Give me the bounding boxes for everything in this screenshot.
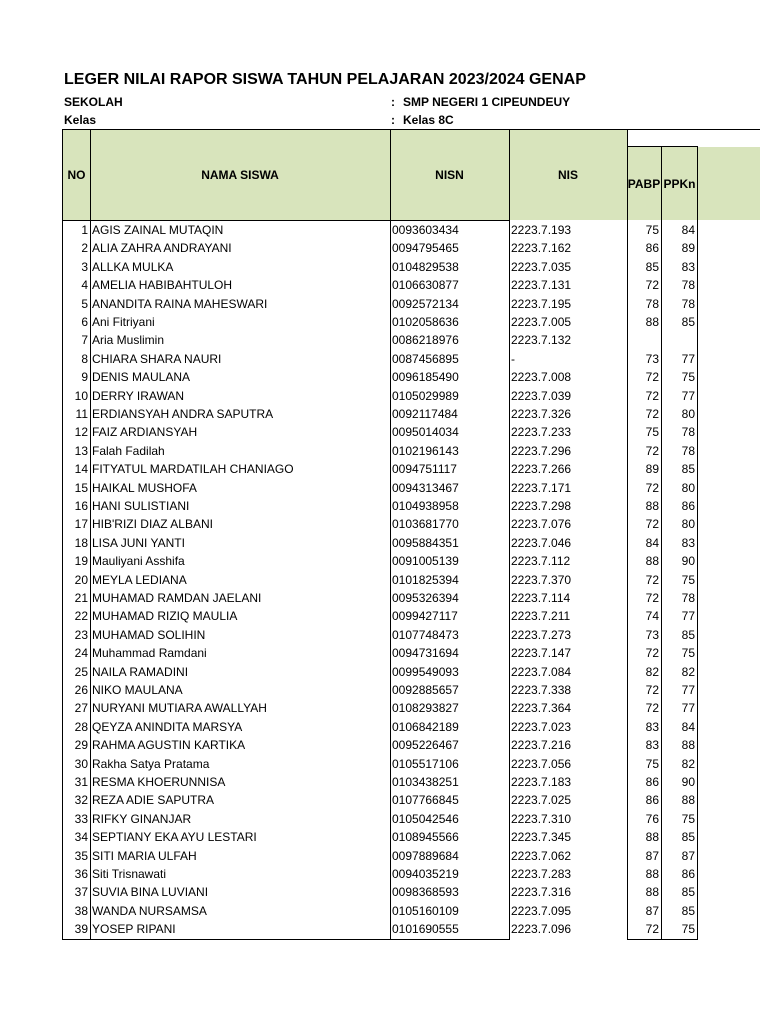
cell-nisn: 0091005139 [392, 554, 459, 569]
cell-nisn: 0108945566 [392, 830, 459, 845]
cell-ppkn: 78 [681, 591, 695, 605]
cell-pabp: 76 [645, 811, 659, 826]
cell-nis: 2223.7.338 [511, 683, 572, 697]
grid-line [390, 129, 391, 940]
cell-nisn: 0105517106 [392, 756, 459, 771]
cell-no: 6 [81, 315, 88, 329]
cell-no: 3 [81, 259, 88, 274]
cell-ppkn: 80 [681, 407, 695, 421]
cell-nama: Falah Fadilah [92, 443, 165, 458]
cell-nisn: 0086218976 [392, 333, 459, 348]
cell-nisn: 0092117484 [392, 407, 458, 421]
cell-nis: 2223.7.035 [511, 259, 572, 274]
cell-pabp: 72 [645, 480, 659, 495]
cell-no: 39 [74, 922, 88, 937]
cell-ppkn: 77 [681, 351, 695, 366]
cell-nama: DENIS MAULANA [92, 370, 191, 385]
cell-ppkn: 83 [681, 535, 695, 550]
cell-ppkn: 75 [681, 811, 695, 826]
cell-no: 15 [74, 480, 88, 495]
cell-no: 18 [74, 535, 88, 550]
cell-no: 22 [74, 609, 88, 624]
cell-nisn: 0099427117 [392, 609, 458, 624]
cell-ppkn: 85 [681, 315, 695, 329]
cell-no: 4 [81, 278, 88, 293]
cell-nis: 2223.7.171 [511, 480, 572, 495]
cell-no: 11 [75, 407, 88, 421]
cell-ppkn: 82 [681, 756, 695, 771]
cell-ppkn: 83 [681, 259, 695, 274]
cell-no: 8 [81, 351, 88, 366]
cell-no: 16 [74, 499, 88, 513]
cell-nisn: 0105029989 [392, 388, 459, 403]
cell-nisn: 0097889684 [392, 848, 459, 863]
cell-nisn: 0102058636 [392, 315, 459, 329]
cell-nama: DERRY IRAWAN [92, 388, 185, 403]
cell-no: 36 [74, 867, 88, 881]
cell-no: 1 [81, 223, 88, 237]
cell-nama: WANDA NURSAMSA [92, 903, 207, 918]
cell-no: 27 [74, 701, 88, 716]
document-title: LEGER NILAI RAPOR SISWA TAHUN PELAJARAN 2023/2024 GENAP [64, 71, 586, 88]
cell-nis: 2223.7.195 [511, 296, 572, 311]
cell-nisn: 0095226467 [392, 738, 459, 753]
cell-nis: 2223.7.062 [511, 848, 572, 863]
cell-nama: HAIKAL MUSHOFA [92, 480, 197, 495]
grid-line [627, 939, 698, 940]
cell-ppkn: 75 [681, 572, 695, 587]
cell-ppkn: 89 [681, 241, 695, 256]
cell-pabp: 87 [645, 903, 659, 918]
cell-pabp: 72 [645, 407, 659, 421]
cell-no: 38 [74, 903, 88, 918]
cell-nisn: 0105160109 [392, 903, 459, 918]
cell-pabp: 73 [645, 627, 659, 642]
cell-pabp: 88 [645, 499, 659, 513]
cell-nama: HANI SULISTIANI [92, 499, 190, 513]
cell-pabp: 86 [645, 775, 659, 789]
cell-ppkn: 85 [681, 462, 695, 477]
cell-nis: 2223.7.039 [511, 388, 572, 403]
cell-pabp: 88 [645, 830, 659, 845]
cell-no: 14 [74, 462, 88, 477]
cell-nisn: 0102196143 [392, 443, 459, 458]
cell-ppkn: 75 [681, 922, 695, 937]
cell-no: 33 [74, 811, 88, 826]
cell-nisn: 0087456895 [392, 351, 459, 366]
cell-no: 7 [81, 333, 88, 348]
cell-nisn: 0105042546 [392, 811, 459, 826]
cell-pabp: 73 [645, 351, 659, 366]
cell-nisn: 0098368593 [392, 885, 459, 900]
cell-nama: CHIARA SHARA NAURI [92, 351, 222, 366]
cell-ppkn: 77 [681, 701, 695, 716]
cell-nama: RIFKY GINANJAR [92, 811, 192, 826]
cell-nama: SITI MARIA ULFAH [92, 848, 197, 863]
cell-nis: 2223.7.193 [511, 223, 572, 237]
cell-no: 26 [74, 683, 88, 697]
cell-no: 21 [74, 591, 88, 605]
cell-pabp: 85 [645, 259, 659, 274]
cell-ppkn: 77 [681, 388, 695, 403]
cell-ppkn: 78 [681, 443, 695, 458]
cell-nisn: 0094035219 [392, 867, 459, 881]
cell-nisn: 0095014034 [392, 425, 459, 440]
cell-nama: RESMA KHOERUNNISA [92, 775, 226, 789]
cell-no: 17 [74, 517, 88, 532]
cell-nisn: 0096185490 [392, 370, 459, 385]
cell-pabp: 72 [645, 922, 659, 937]
cell-no: 2 [81, 241, 88, 256]
cell-nis: 2223.7.370 [511, 572, 572, 587]
cell-nisn: 0092885657 [392, 683, 459, 697]
cell-nisn: 0104938958 [392, 499, 459, 513]
cell-nis: 2223.7.296 [511, 443, 572, 458]
cell-ppkn: 85 [681, 830, 695, 845]
cell-ppkn: 88 [681, 738, 695, 753]
cell-nama: MUHAMAD SOLIHIN [92, 627, 206, 642]
cell-nisn: 0108293827 [392, 701, 459, 716]
cell-pabp: 88 [645, 885, 659, 900]
cell-ppkn: 87 [681, 848, 695, 863]
cell-nis: 2223.7.096 [511, 922, 572, 937]
cell-nisn: 0106842189 [392, 719, 459, 734]
meta-value-school: SMP NEGERI 1 CIPEUNDEUY [403, 95, 571, 109]
cell-nis: 2223.7.147 [511, 646, 572, 661]
cell-pabp: 74 [645, 609, 659, 624]
cell-nisn: 0107748473 [392, 627, 459, 642]
meta-colon-school: : [391, 95, 395, 109]
cell-no: 23 [74, 627, 88, 642]
cell-no: 12 [74, 425, 88, 440]
cell-ppkn: 84 [681, 719, 695, 734]
cell-pabp: 75 [645, 756, 659, 771]
cell-nisn: 0093603434 [392, 223, 459, 237]
grid-line [627, 129, 760, 130]
cell-nis: 2223.7.211 [511, 609, 571, 624]
cell-nis: 2223.7.216 [511, 738, 572, 753]
cell-nisn: 0103681770 [392, 517, 459, 532]
cell-nisn: 0104829538 [392, 259, 459, 274]
column-header-nis: NIS [557, 168, 578, 182]
cell-pabp: 72 [645, 683, 659, 697]
cell-nis: 2223.7.233 [511, 425, 572, 440]
cell-pabp: 82 [645, 664, 659, 679]
cell-pabp: 78 [645, 296, 659, 311]
cell-pabp: 87 [645, 848, 659, 863]
cell-nisn: 0107766845 [392, 793, 459, 808]
meta-label-school: SEKOLAH [64, 95, 123, 109]
cell-nama: Mauliyani Asshifa [92, 554, 185, 569]
cell-nisn: 0094795465 [392, 241, 459, 256]
cell-nis: 2223.7.273 [511, 627, 572, 642]
cell-pabp: 72 [645, 591, 659, 605]
cell-nisn: 0095326394 [392, 591, 459, 605]
cell-nis: 2223.7.162 [511, 241, 572, 256]
cell-nisn: 0094751117 [392, 462, 457, 477]
cell-pabp: 86 [645, 241, 659, 256]
cell-pabp: 89 [645, 462, 659, 477]
cell-no: 20 [74, 572, 88, 587]
cell-nama: REZA ADIE SAPUTRA [92, 793, 215, 808]
cell-pabp: 72 [645, 443, 659, 458]
cell-no: 10 [74, 388, 88, 403]
cell-pabp: 88 [645, 867, 659, 881]
cell-nis: 2223.7.326 [511, 407, 572, 421]
cell-pabp: 72 [645, 388, 659, 403]
cell-nama: ANANDITA RAINA MAHESWARI [92, 296, 268, 311]
cell-nis: 2223.7.084 [511, 664, 572, 679]
cell-ppkn: 85 [681, 903, 695, 918]
cell-nama: Rakha Satya Pratama [92, 756, 210, 771]
cell-ppkn: 84 [681, 223, 695, 237]
cell-ppkn: 77 [681, 609, 695, 624]
cell-nis: 2223.7.025 [511, 793, 572, 808]
cell-no: 13 [74, 443, 88, 458]
cell-nama: ALLKA MULKA [92, 259, 174, 274]
grid-line [661, 146, 662, 940]
cell-nis: 2223.7.364 [511, 701, 572, 716]
cell-nis: 2223.7.005 [511, 315, 572, 329]
cell-nisn: 0101690555 [392, 922, 459, 937]
cell-nama: SUVIA BINA LUVIANI [92, 885, 209, 900]
column-header-nisn: NISN [435, 168, 464, 182]
cell-pabp: 83 [645, 738, 659, 753]
column-header-pabp: PABP [627, 176, 661, 191]
cell-nis: 2223.7.183 [511, 775, 572, 789]
cell-nama: NAILA RAMADINI [92, 664, 189, 679]
cell-ppkn: 78 [681, 278, 695, 293]
cell-pabp: 88 [645, 554, 659, 569]
cell-no: 25 [74, 664, 88, 679]
cell-nis: 2223.7.283 [511, 867, 572, 881]
column-header-ppkn: PPKn [663, 176, 696, 191]
cell-no: 19 [74, 554, 88, 569]
cell-no: 32 [74, 793, 88, 808]
cell-ppkn: 75 [681, 370, 695, 385]
grid-line [90, 129, 91, 940]
cell-nama: Ani Fitriyani [92, 315, 155, 329]
cell-nisn: 0092572134 [392, 296, 459, 311]
cell-ppkn: 75 [681, 646, 695, 661]
cell-ppkn: 86 [681, 867, 695, 881]
cell-pabp: 72 [645, 701, 659, 716]
cell-nis: 2223.7.114 [511, 591, 571, 605]
cell-nis: 2223.7.023 [511, 719, 572, 734]
cell-nis: 2223.7.266 [511, 462, 572, 477]
cell-nama: Siti Trisnawati [92, 867, 167, 881]
cell-nis: 2223.7.316 [511, 885, 572, 900]
cell-ppkn: 90 [681, 775, 695, 789]
cell-nama: ALIA ZAHRA ANDRAYANI [92, 241, 232, 256]
cell-pabp: 84 [645, 535, 659, 550]
cell-no: 29 [74, 738, 88, 753]
meta-label-class: Kelas [64, 113, 97, 127]
cell-nisn: 0095884351 [392, 535, 459, 550]
cell-nisn: 0103438251 [392, 775, 459, 789]
cell-ppkn: 80 [681, 480, 695, 495]
cell-nis: - [511, 351, 515, 366]
cell-ppkn [663, 331, 695, 349]
cell-no: 9 [81, 370, 88, 385]
cell-ppkn: 77 [681, 683, 695, 697]
grid-line [62, 939, 509, 940]
cell-ppkn: 86 [681, 499, 695, 513]
cell-nisn: 0094731694 [392, 646, 459, 661]
cell-no: 31 [74, 775, 88, 789]
cell-ppkn: 88 [681, 793, 695, 808]
cell-nis: 2223.7.345 [511, 830, 572, 845]
cell-ppkn: 82 [681, 664, 695, 679]
cell-nama: ERDIANSYAH ANDRA SAPUTRA [92, 407, 274, 421]
cell-nis: 2223.7.298 [511, 499, 572, 513]
cell-pabp: 72 [645, 517, 659, 532]
cell-nis: 2223.7.095 [511, 903, 572, 918]
cell-pabp: 86 [645, 793, 659, 808]
cell-nama: AMELIA HABIBAHTULOH [92, 278, 233, 293]
cell-pabp: 88 [645, 315, 659, 329]
cell-pabp [628, 331, 659, 349]
meta-colon-class: : [391, 113, 395, 127]
cell-nis: 2223.7.132 [511, 333, 572, 348]
cell-no: 37 [74, 885, 88, 900]
cell-pabp: 75 [645, 223, 659, 237]
cell-nama: NURYANI MUTIARA AWALLYAH [92, 701, 267, 716]
cell-nama: SEPTIANY EKA AYU LESTARI [92, 830, 257, 845]
cell-pabp: 72 [645, 572, 659, 587]
cell-no: 30 [74, 756, 88, 771]
cell-ppkn: 80 [681, 517, 695, 532]
cell-ppkn: 85 [681, 627, 695, 642]
cell-nis: 2223.7.310 [511, 811, 572, 826]
cell-pabp: 72 [645, 278, 659, 293]
cell-nama: FITYATUL MARDATILAH CHANIAGO [92, 462, 294, 477]
cell-nama: Aria Muslimin [92, 333, 165, 348]
column-header-no: NO [67, 168, 86, 182]
cell-ppkn: 78 [681, 425, 695, 440]
cell-no: 35 [74, 848, 88, 863]
cell-nis: 2223.7.131 [511, 278, 572, 293]
cell-nama: Muhammad Ramdani [92, 646, 207, 661]
cell-nama: NIKO MAULANA [92, 683, 183, 697]
cell-nama: MUHAMAD RAMDAN JAELANI [92, 591, 262, 605]
cell-nisn: 0099549093 [392, 664, 459, 679]
meta-value-class: Kelas 8C [403, 113, 454, 127]
cell-pabp: 72 [645, 370, 659, 385]
cell-nis: 2223.7.112 [511, 554, 571, 569]
grid-line [509, 129, 510, 940]
cell-nisn: 0106630877 [392, 278, 459, 293]
cell-ppkn: 78 [681, 296, 695, 311]
cell-nama: QEYZA ANINDITA MARSYA [92, 719, 243, 734]
cell-pabp: 72 [645, 646, 659, 661]
cell-pabp: 75 [645, 425, 659, 440]
cell-nama: MEYLA LEDIANA [92, 572, 187, 587]
cell-pabp: 83 [645, 719, 659, 734]
cell-no: 28 [74, 719, 88, 734]
cell-no: 5 [81, 296, 88, 311]
cell-nis: 2223.7.076 [511, 517, 572, 532]
cell-nama: MUHAMAD RIZIQ MAULIA [92, 609, 238, 624]
cell-nama: RAHMA AGUSTIN KARTIKA [92, 738, 246, 753]
column-header-nama: NAMA SISWA [201, 168, 279, 182]
cell-ppkn: 90 [681, 554, 695, 569]
cell-ppkn: 85 [681, 885, 695, 900]
cell-nama: AGIS ZAINAL MUTAQIN [92, 223, 224, 237]
cell-nisn: 0094313467 [392, 480, 459, 495]
cell-nisn: 0101825394 [392, 572, 459, 587]
cell-nis: 2223.7.008 [511, 370, 572, 385]
cell-nama: FAIZ ARDIANSYAH [92, 425, 198, 440]
cell-nama: HIB'RIZI DIAZ ALBANI [92, 517, 213, 532]
cell-nama: LISA JUNI YANTI [92, 535, 185, 550]
cell-nama: YOSEP RIPANI [92, 922, 176, 937]
grid-line [697, 146, 698, 940]
cell-nis: 2223.7.046 [511, 535, 572, 550]
cell-nis: 2223.7.056 [511, 756, 572, 771]
cell-no: 34 [74, 830, 88, 845]
cell-no: 24 [74, 646, 88, 661]
